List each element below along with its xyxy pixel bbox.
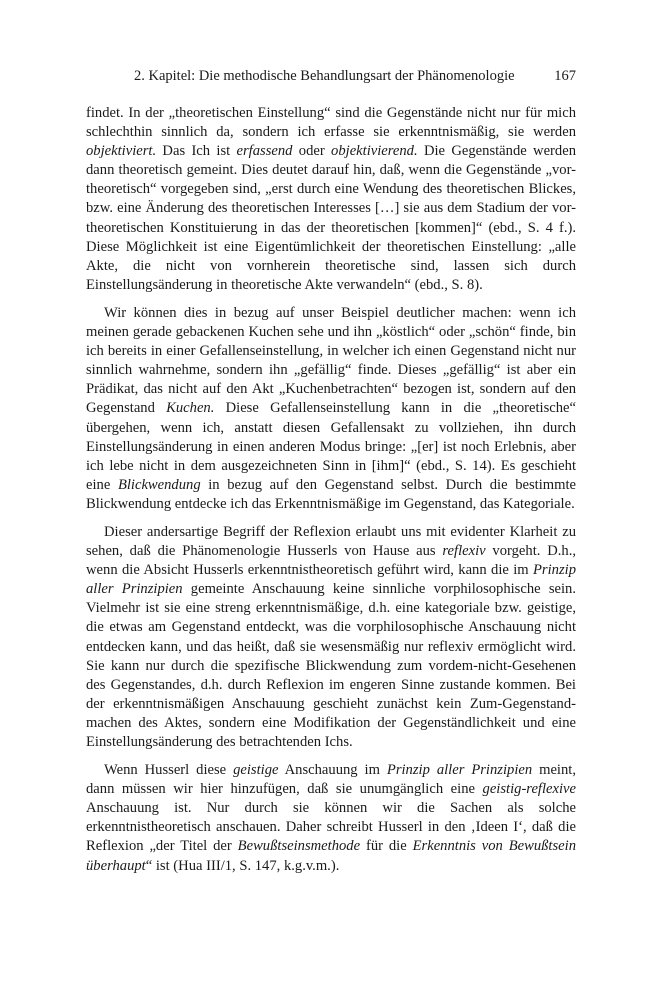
- italic-text: objektiviert.: [86, 143, 157, 160]
- text-segment: Die Gegenstände werden dann theoretisch gemeint. Dies deutet darauf hin, daß, wenn die Gegenstände „vor-theoretisch“ vorgegeben sind, „erst durch eine Wendung des theoretischen Blickes, bzw. eine Änderung des theoretischen Interesses […] sie aus dem Stadium der vor-theoretischen Konstituierung in das der theoretischen [kommen]“ (ebd., S. 4 f.). Diese Möglichkeit ist eine Eigentümlichkeit der theoretischen Einstellung: „alle Akte, die nicht von vornherein theoretische sind, lassen sich durch Einstellungsänderung in theoretische Akte verwandeln“ (ebd., S. 8).: [86, 143, 576, 293]
- paragraph: [86, 304, 576, 514]
- text-segment: findet. In der „theoretischen Einstellung“ sind die Gegenstände nicht nur für mich schlechthin sinnlich da, sondern ich erfasse sie erkenntnismäßig, sie werden: [86, 105, 576, 141]
- italic-text: erfassend: [236, 143, 293, 160]
- text-segment: Dieser andersartige Begriff der Reflexion erlaubt uns mit evidenter Klarheit zu sehen, daß die Phänomenologie Husserls von Hause aus: [86, 523, 576, 560]
- italic-text: geistige: [233, 762, 279, 779]
- text-segment: Diese Gefallenseinstellung kann in die „theoretische“ übergehen, wenn ich, anstatt diesen Gefallensakt zu vollziehen, ihn durch Einstellungsänderung in einen anderen Modus bringe: „[er] ist noch Erlebnis, aber ich lebe nicht in dem ausgezeichneten Sinn in [ihm]“ (ebd., S. 14). Es geschieht eine: [86, 400, 576, 493]
- body-text: [86, 104, 576, 876]
- text-segment: für die: [360, 838, 413, 855]
- text-segment: gemeinte Anschauung keine sinnliche vorphilosophische sein. Vielmehr ist sie eine streng erkenntnismäßige, d.h. eine kategoriale bzw. geistige, die etwas am Gegenstand entdeckt, was die vorphilosophische Anschauung nicht entdecken kann, und das heißt, daß sie wesensmäßig nur reflexiv ermöglicht wird. Sie kann nur durch die spezifische Blickwendung zum vordem-nicht-Gesehenen des Gegenstandes, d.h. durch Reflexion im engeren Sinne zustande kommen. Bei der erkenntnismäßigen Anschauung geschieht zunächst kein Zum-Gegenstand-machen des Aktes, sondern eine Modifikation der Gegenständlichkeit und eine Einstellungsänderung des betrachtenden Ichs.: [86, 581, 576, 750]
- text-segment: vorgeht. D.h., wenn die Absicht Husserls erkenntnistheoretisch geführt wird, kann die im: [86, 543, 576, 579]
- text-segment: Anschauung ist. Nur durch sie können wir die Sachen als solche erkenntnistheoretisch anschauen. Daher schreibt Husserl in den ‚Ideen I‘, daß die Reflexion „der Titel der: [86, 800, 576, 855]
- italic-text: Kuchen.: [166, 400, 215, 417]
- text-segment: Anschauung im: [278, 762, 387, 779]
- paragraph: [86, 523, 576, 752]
- italic-text: Prinzip aller Prinzipien: [86, 562, 576, 598]
- running-title: 2. Kapitel: Die methodische Behandlungsart der Phänomenologie: [134, 68, 515, 84]
- text-segment: in bezug auf den Gegenstand selbst. Durch die bestimmte Blickwendung entdecke ich das Erkenntnismäßige im Gegenstand, das Kategoriale.: [86, 476, 576, 512]
- text-segment: Wir können dies in bezug auf unser Beispiel deutlicher machen: wenn ich meinen gerade gebackenen Kuchen sehe und ihn „köstlich“ oder „schön“ finde, bin ich bereits in einer Gefallenseinstellung, in welcher ich einen Gegenstand nicht nur sinnlich wahrnehme, sondern ihn „gefällig“ finde. Dieses „gefällig“ ist aber ein Prädikat, das nicht auf den Akt „Kuchenbetrachten“ bezogen ist, sondern auf den Gegenstand: [86, 304, 576, 417]
- text-segment: “ ist (Hua III/1, S. 147, k.g.v.m.).: [145, 857, 340, 874]
- italic-text: Erkenntnis von Bewußtsein überhaupt: [86, 838, 576, 874]
- text-segment: meint, dann müssen wir hier hinzufügen, daß sie unumgänglich eine: [86, 762, 576, 798]
- page-number: 167: [554, 68, 576, 84]
- italic-text: Blickwendung: [117, 476, 201, 493]
- italic-text: reflexiv: [442, 543, 486, 560]
- text-segment: oder: [292, 143, 332, 160]
- paragraph: [86, 761, 576, 876]
- italic-text: geistig-reflexive: [482, 781, 576, 798]
- text-segment: Das Ich ist: [156, 143, 237, 160]
- italic-text: Prinzip aller Prinzipien: [386, 762, 533, 779]
- italic-text: Bewußtseinsmethode: [237, 838, 361, 855]
- text-segment: Wenn Husserl diese: [104, 762, 234, 779]
- paragraph: [86, 104, 576, 295]
- running-header: [86, 66, 576, 86]
- italic-text: objektivierend.: [331, 143, 418, 160]
